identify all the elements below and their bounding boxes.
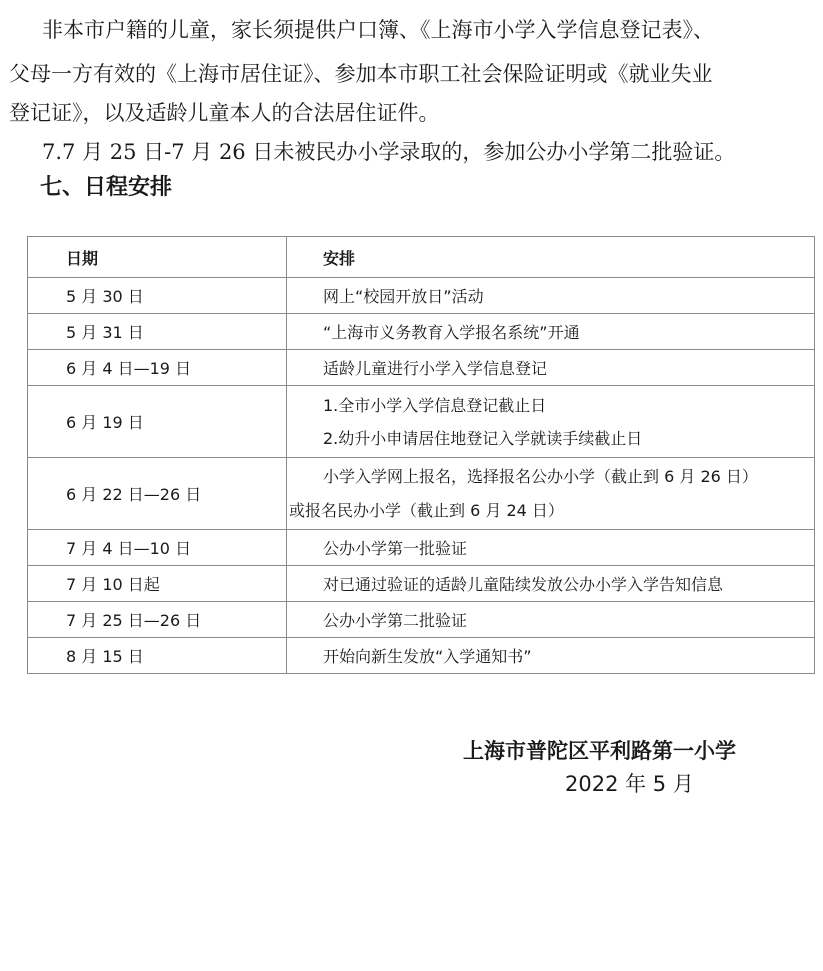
row-arrangement: 公办小学第一批验证 [287, 530, 815, 566]
row-date: 7 月 25 日—26 日 [28, 602, 287, 638]
intro-line-4: 7.7 月 25 日-7 月 26 日未被民办小学录取的，参加公办小学第二批验证。 [42, 140, 736, 164]
row-date: 5 月 31 日 [28, 314, 287, 350]
row-arrangement [287, 386, 815, 458]
row-arrangement: “上海市义务教育入学报名系统”开通 [287, 314, 815, 350]
arrangement-line: 1.全市小学入学信息登记截止日 [323, 395, 547, 415]
row-date: 8 月 15 日 [28, 638, 287, 674]
intro-line-3: 登记证》，以及适龄儿童本人的合法居住证件。 [9, 101, 440, 125]
schedule-table [27, 236, 815, 674]
row-arrangement: 开始向新生发放“入学通知书” [287, 638, 815, 674]
arrangement-line: 2.幼升小申请居住地登记入学就读手续截止日 [323, 428, 643, 448]
row-date: 6 月 19 日 [28, 386, 287, 458]
table-row [28, 350, 815, 386]
row-date: 5 月 30 日 [28, 278, 287, 314]
signature-date: 2022 年 5 月 [565, 772, 694, 796]
table-row [28, 530, 815, 566]
table-row [28, 602, 815, 638]
section-heading: 七、日程安排 [40, 175, 173, 200]
table-row [28, 566, 815, 602]
table-row [28, 386, 815, 458]
arrangement-line: 或报名民办小学（截止到 6 月 24 日） [289, 500, 564, 520]
signature-school: 上海市普陀区平利路第一小学 [463, 739, 736, 763]
table-row [28, 638, 815, 674]
table-row [28, 314, 815, 350]
header-arrangement: 安排 [287, 237, 815, 278]
arrangement-line: 小学入学网上报名，选择报名公办小学（截止到 6 月 26 日） [323, 466, 758, 486]
row-arrangement: 网上“校园开放日”活动 [287, 278, 815, 314]
row-date: 6 月 4 日—19 日 [28, 350, 287, 386]
row-date: 6 月 22 日—26 日 [28, 458, 287, 530]
row-arrangement: 适龄儿童进行小学入学信息登记 [287, 350, 815, 386]
table-row [28, 458, 815, 530]
table-header-row [28, 237, 815, 278]
row-date: 7 月 10 日起 [28, 566, 287, 602]
header-date: 日期 [28, 237, 287, 278]
row-arrangement: 对已通过验证的适龄儿童陆续发放公办小学入学告知信息 [287, 566, 815, 602]
table-row [28, 278, 815, 314]
row-arrangement: 公办小学第二批验证 [287, 602, 815, 638]
row-date: 7 月 4 日—10 日 [28, 530, 287, 566]
intro-line-2: 父母一方有效的《上海市居住证》、参加本市职工社会保险证明或《就业失业 [9, 62, 713, 86]
row-arrangement [287, 458, 815, 530]
intro-line-1: 非本市户籍的儿童，家长须提供户口簿、《上海市小学入学信息登记表》、 [42, 18, 714, 42]
